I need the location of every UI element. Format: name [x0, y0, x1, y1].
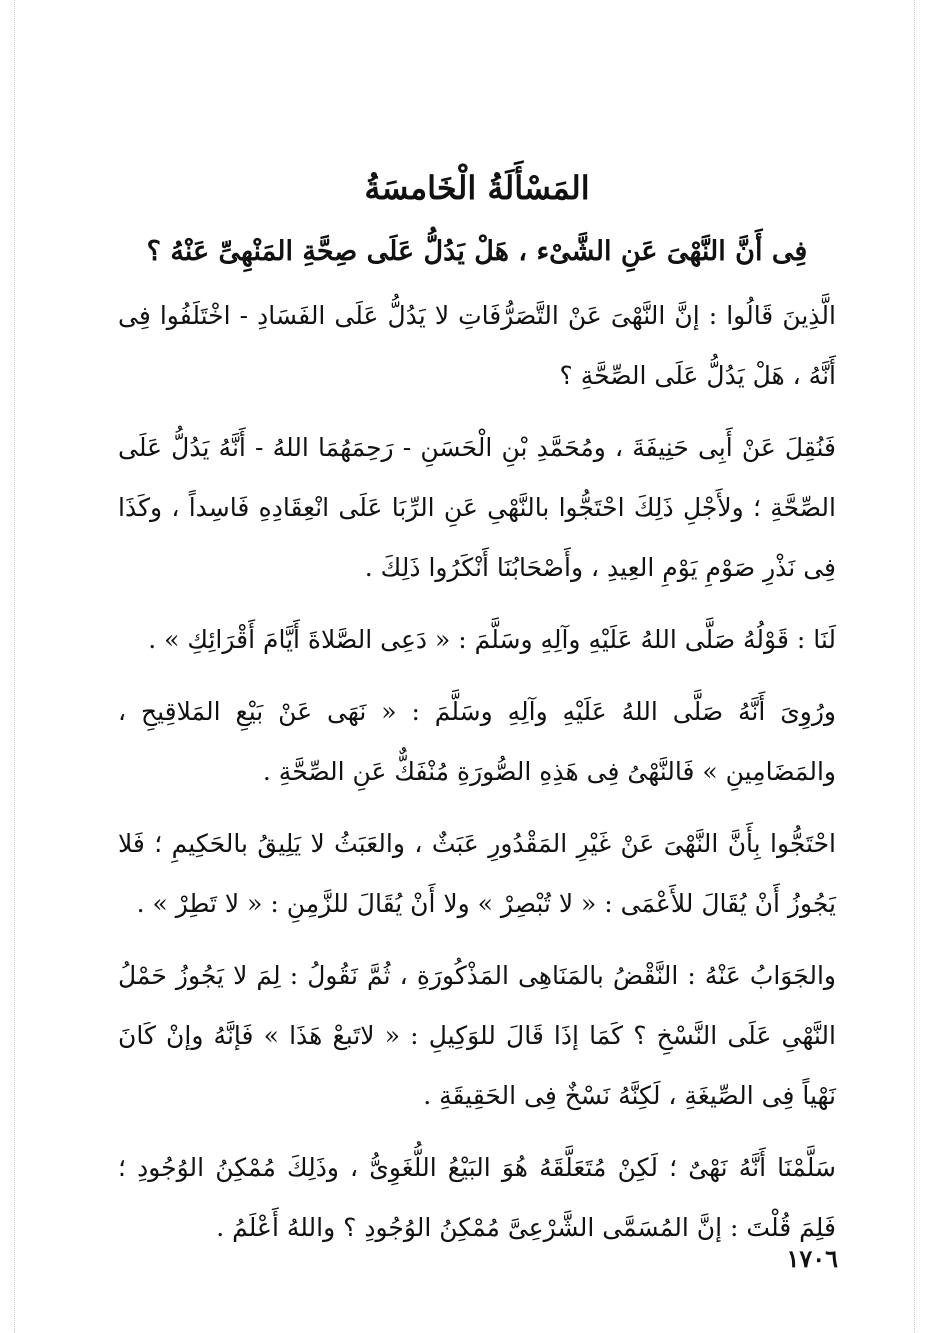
paragraph-4: ورُوِىَ أَنَّهُ صَلَّى اللهُ عَلَيْهِ وآلِهِ وسَلَّمَ : « نَهَى عَنْ بَيْعِ المَلاقِيحِ ، والمَضَامِينِ » فَالنَّهْىُ فِى هَذِهِ الصُّورَةِ مُنْفَكٌّ عَنِ الصِّحَّةِ . [118, 697, 836, 786]
paragraph-5: احْتَجُّوا بِأَنَّ النَّهْىَ عَنْ غَيْرِ المَقْدُورِ عَبَثٌ ، والعَبَثُ لا يَلِيقُ بالحَكِيمِ ؛ فَلا يَجُوزُ أَنْ يُقَالَ للأَعْمَى : « لا تُبْصِرْ » ولا أَنْ يُقَالَ للزَّمِنِ : « لا تَطِرْ » . [118, 829, 836, 918]
scan-edge-left [14, 0, 15, 1333]
scan-edge-right [914, 0, 915, 1333]
paragraph-1: الَّذِينَ قَالُوا : إنَّ النَّهْىَ عَنْ التَّصَرُّفَاتِ لا يَدُلُّ عَلَى الفَسَادِ - اخْتَلَفُوا فِى أَنَّهُ ، هَلْ يَدُلُّ عَلَى الصِّحَّةِ ؟ [118, 301, 836, 390]
body-text-block [118, 160, 836, 1270]
chapter-title: المَسْأَلَةُ الْخَامسَةُ [364, 169, 590, 207]
paragraph-3: لَنَا : قَوْلُهُ صَلَّى اللهُ عَلَيْهِ وآلِهِ وسَلَّمَ : « دَعِى الصَّلاةَ أَيَّامَ أَقْرَائِكِ » . [148, 625, 836, 654]
page-number: ١٧٠٦ [786, 1244, 838, 1273]
paragraph-7: سَلَّمْنَا أَنَّهُ نَهْىٌ ؛ لَكِنْ مُتَعَلَّقَهُ هُوَ البَيْعُ اللُّغَوِىُّ ، وذَلِكَ مُمْكِنُ الوُجُودِ ؛ فَلِمَ قُلْتَ : إنَّ المُسَمَّى الشَّرْعِىَّ مُمْكِنُ الوُجُودِ ؟ واللهُ أَعْلَمُ . [118, 1153, 836, 1242]
chapter-subtitle: فِى أَنَّ النَّهْىَ عَنِ الشَّىْء ، هَلْ يَدُلُّ عَلَى صِحَّةِ المَنْهِىِّ عَنْهُ ؟ [146, 236, 808, 267]
paragraph-6: والجَوَابُ عَنْهُ : النَّقْضُ بالمَنَاهِى المَذْكُورَةِ ، ثُمَّ نَقُولُ : لِمَ لا يَجُوزُ حَمْلُ النَّهْىِ عَلَى النَّسْخِ ؟ كَمَا إذَا قَالَ للوَكِيلِ : « لاتَبعْ هَذَا » فَإنَّهُ وإنْ كَانَ نَهْياً فِى الصِّيغَةِ ، لَكِنَّهُ نَسْخٌ فِى الحَقِيقَةِ . [118, 961, 836, 1110]
paragraph-2: فَنُقِلَ عَنْ أَبِى حَنِيفَةَ ، ومُحَمَّدِ بْنِ الْحَسَنِ - رَحِمَهُمَا اللهُ - أَنَّهُ يَدُلُّ عَلَى الصِّحَّةِ ؛ ولأَجْلِ ذَلِكَ احْتَجُّوا بالنَّهْىِ عَنِ الرِّبَا عَلَى انْعِقَادِهِ فَاسِداً ، وكَذَا فِى نَذْرِ صَوْمِ يَوْمِ العِيدِ ، وأَصْحَابُنَا أَنْكَرُوا ذَلِكَ . [118, 433, 836, 582]
